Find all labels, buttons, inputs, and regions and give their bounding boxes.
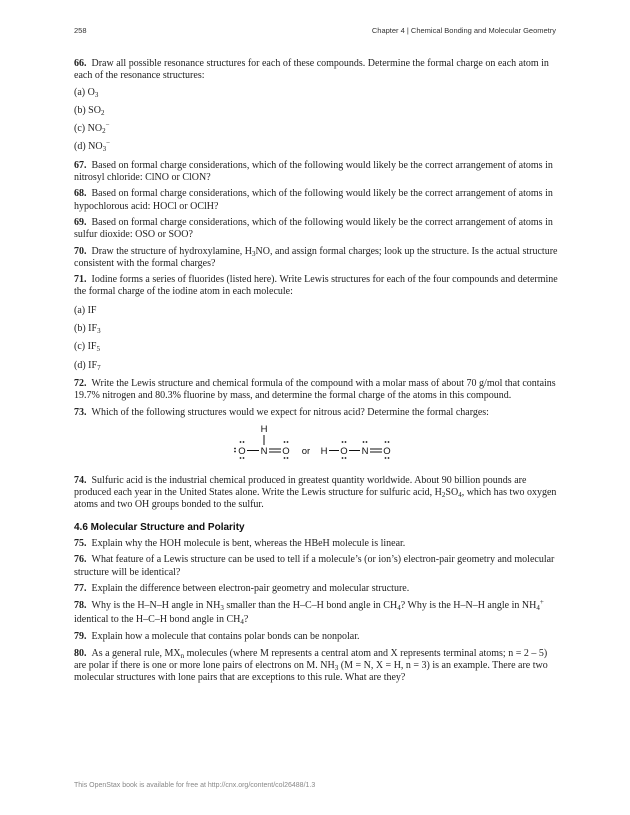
or-label: or (301, 445, 311, 457)
exercise-number: 77. (74, 582, 87, 594)
exercise-66-part-a: (a) $O_3$ (74, 86, 99, 99)
exercise-71 (74, 274, 558, 299)
exercise-69 (74, 217, 558, 242)
exercise-text: Based on formal charge considerations, which of the following would likely be the correct arrangement of atoms in sulfur dioxide: OSO or SOO? (74, 216, 553, 241)
structure2-nitrogen: N (361, 445, 369, 457)
structure2-hydrogen: H (320, 445, 328, 457)
exercise-number: 68. (74, 188, 87, 200)
exercise-80: 80. As a general rule, $MX_n$ molecules (where M represents a central atom and X represents terminal atoms; n = 2 – 5) are polar if there is one or more lone pairs of electrons on M. $NH_3$ (M = N, X = H, n = 3) is an example. There are two molecular structures with lone pairs that are exceptions to this rule. What are they? (74, 647, 548, 684)
exercise-number: 72. (74, 377, 87, 389)
exercise-text: Write the Lewis structure and chemical formula of the compound with a molar mass of about 70 g/mol that contains 19.7% nitrogen and 80.3% fluorine by mass, and determine the formal charge of the atoms in this compound. (74, 377, 556, 402)
exercise-text: What feature of a Lewis structure can be used to tell if a molecule’s (or ion’s) electron-pair geometry and molecular structure will be identical? (74, 554, 555, 578)
exercise-number: 69. (74, 216, 87, 228)
exercise-71-part-a: (a) IF (74, 304, 97, 316)
exercise-72 (74, 378, 558, 403)
exercise-70: 70. Draw the structure of hydroxylamine, $H_3NO$, and assign formal charges; look up the structure. Is the actual structure consistent with the formal charges? (74, 245, 558, 269)
exercise-text: Which of the following structures would we expect for nitrous acid? Determine the formal charges: (91, 406, 489, 418)
section-heading: 4.6 Molecular Structure and Polarity (74, 521, 245, 533)
exercise-content (74, 58, 558, 688)
exercise-number: 76. (74, 554, 87, 566)
ammonium-ion: NH (521, 600, 537, 612)
structure2-oxygen-right: O (383, 445, 391, 457)
page-number: 258 (74, 26, 87, 35)
exercise-text: Based on formal charge considerations, which of the following would likely be the correct arrangement of atoms in nitrosyl chloride: ClNO or ClON? (74, 159, 553, 184)
exercise-66-part-c: (c) $NO_2^-$ (74, 121, 110, 136)
structure1-hydrogen: H (260, 423, 268, 435)
page-footer: This OpenStax book is available for free at http://cnx.org/content/col26488/1.3 (74, 782, 316, 789)
exercise-number: 66. (74, 58, 87, 69)
exercise-66-part-b: (b) $SO_2$ (74, 104, 105, 117)
exercise-number: 80. (74, 647, 87, 659)
exercise-number: 75. (74, 538, 87, 550)
exercise-number: 78. (74, 600, 87, 612)
exercise-number: 71. (74, 274, 87, 286)
exercise-78: 78. Why is the H–N–H angle in $NH_3$ smaller than the H–C–H bond angle in $CH_4$? Why is the H–N–H angle in $NH_4^+$ identical to the H–C–H bond angle in $CH_4$? (74, 598, 544, 627)
exercise-text: Iodine forms a series of fluorides (listed here). Write Lewis structures for each of the four compounds and determine the formal charge of the iodine atom in each molecule: (74, 274, 558, 298)
structure1-oxygen-right: O (282, 445, 290, 457)
exercise-text: Based on formal charge considerations, which of the following would likely be the correct arrangement of atoms in hypochlorous acid: HOCl or OClH? (74, 188, 553, 212)
exercise-74: 74. Sulfuric acid is the industrial chemical produced in greatest quantity worldwide. About 90 billion pounds are produced each year in the United States alone. Write the Lewis structure for sulfuric acid, $H_2SO_4$, which has two oxygen atoms and two OH groups bonded to the sulfur. (74, 474, 557, 511)
exercise-number: 67. (74, 159, 87, 171)
exercise-text: Explain how a molecule that contains polar bonds can be nonpolar. (91, 631, 360, 643)
exercise-71-part-c: (c) $IF_5$ (74, 341, 100, 354)
exercise-66-part-d: (d) $NO_3^-$ (74, 139, 111, 154)
exercise-79 (74, 631, 558, 643)
exercise-67 (74, 160, 558, 185)
exercise-number: 70. (74, 245, 87, 257)
exercise-68 (74, 188, 558, 213)
structure2-oxygen-left: O (340, 445, 348, 457)
exercise-text: Explain the difference between electron-pair geometry and molecular structure. (91, 582, 410, 594)
exercise-number: 74. (74, 474, 87, 486)
exercise-77 (74, 583, 558, 595)
structure1-nitrogen: N (260, 445, 268, 457)
exercise-66 (74, 58, 558, 83)
exercise-73 (74, 407, 558, 419)
exercise-text: Draw all possible resonance structures for each of these compounds. Determine the formal charge on each atom in each of the resonance structures: (74, 58, 549, 82)
exercise-text: Explain why the HOH molecule is bent, whereas the HBeH molecule is linear. (91, 538, 406, 550)
lewis-structures-diagram (234, 423, 404, 473)
exercise-71-part-b: (b) $IF_3$ (74, 323, 101, 336)
exercise-75 (74, 538, 558, 550)
structure1-oxygen-left: O (238, 445, 246, 457)
exercise-number: 79. (74, 631, 87, 643)
exercise-76 (74, 554, 558, 579)
chapter-header: Chapter 4 | Chemical Bonding and Molecular Geometry (371, 26, 556, 35)
nitrous-acid-structures (74, 423, 558, 473)
exercise-71-part-d: (d) $IF_7$ (74, 359, 101, 372)
exercise-number: 73. (74, 406, 87, 418)
